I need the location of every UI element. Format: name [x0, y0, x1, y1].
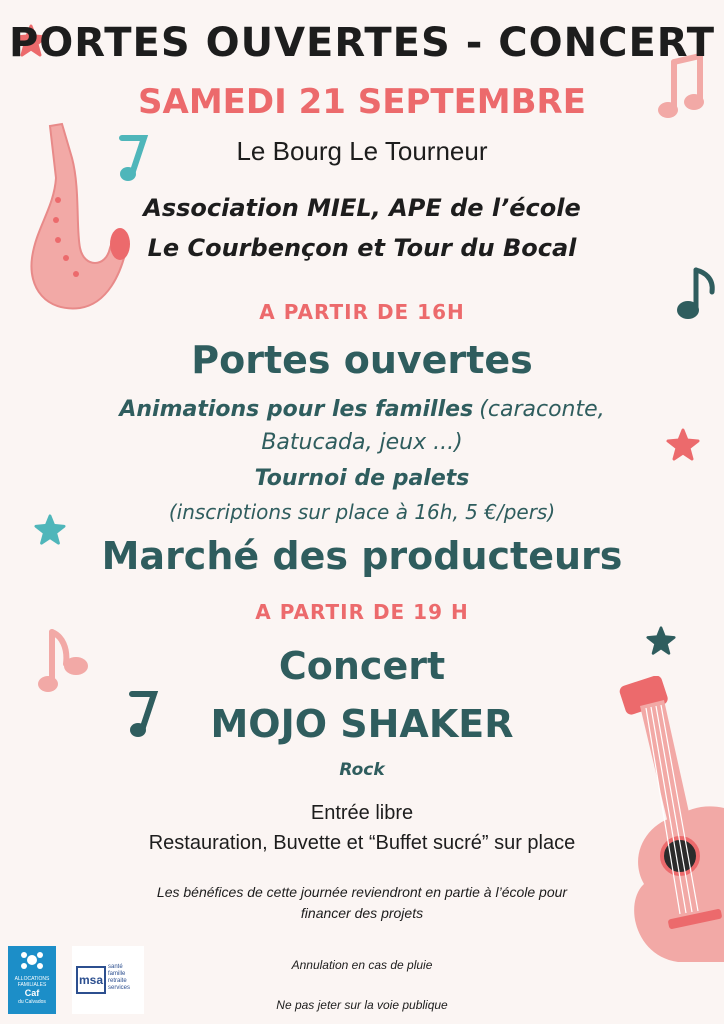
msa-line-4: services — [108, 985, 131, 991]
organizers-line-2: Le Courbençon et Tour du Bocal — [147, 234, 577, 262]
event-place: Le Bourg Le Tourneur — [236, 136, 488, 166]
band-name: MOJO SHAKER — [210, 702, 514, 746]
concert-heading: Concert — [278, 644, 446, 688]
msa-line-1: santé — [108, 964, 123, 970]
benefits-line-1: Les bénéfices de cette journée reviendront en partie à l’école pour — [156, 884, 568, 900]
tournament-title: Tournoi de palets — [254, 466, 470, 491]
organizers-line-1: Association MIEL, APE de l’école — [143, 194, 581, 222]
msa-mark: msa — [76, 966, 106, 994]
animations-line-2: Batucada, jeux ...) — [261, 430, 463, 455]
litter-notice: Ne pas jeter sur la voie publique — [276, 998, 448, 1012]
msa-text — [108, 964, 130, 992]
caf-line-1: ALLOCATIONS — [14, 976, 50, 982]
entry-info: Entrée libre — [310, 802, 414, 824]
band-genre: Rock — [339, 760, 385, 780]
open-house-heading: Portes ouvertes — [191, 338, 533, 382]
caf-line-4: du Calvados — [18, 999, 46, 1005]
msa-line-2: famille — [108, 971, 126, 977]
caf-line-3: Caf — [24, 988, 40, 998]
rain-notice: Annulation en cas de pluie — [291, 958, 433, 972]
food-info: Restauration, Buvette et “Buffet sucré” sur place — [148, 832, 576, 854]
afternoon-time: A PARTIR DE 16H — [259, 300, 465, 324]
animations-rest: (caraconte, — [479, 397, 605, 422]
tournament-note: (inscriptions sur place à 16h, 5 €/pers) — [168, 500, 556, 524]
page-title: PORTES OUVERTES - CONCERT — [8, 20, 716, 66]
caf-logo — [8, 946, 56, 1014]
animations-bold: Animations pour les familles — [119, 397, 474, 422]
market-heading: Marché des producteurs — [101, 534, 623, 578]
caf-line-2: FAMILIALES — [17, 982, 47, 988]
msa-logo — [72, 946, 144, 1014]
evening-time: A PARTIR DE 19 H — [255, 600, 469, 624]
msa-line-3: retraite — [108, 978, 127, 984]
caf-emblem-icon — [18, 949, 46, 971]
benefits-line-2: financer des projets — [300, 905, 424, 921]
event-date: SAMEDI 21 SEPTEMBRE — [138, 82, 586, 122]
animations-line-1 — [0, 396, 724, 422]
